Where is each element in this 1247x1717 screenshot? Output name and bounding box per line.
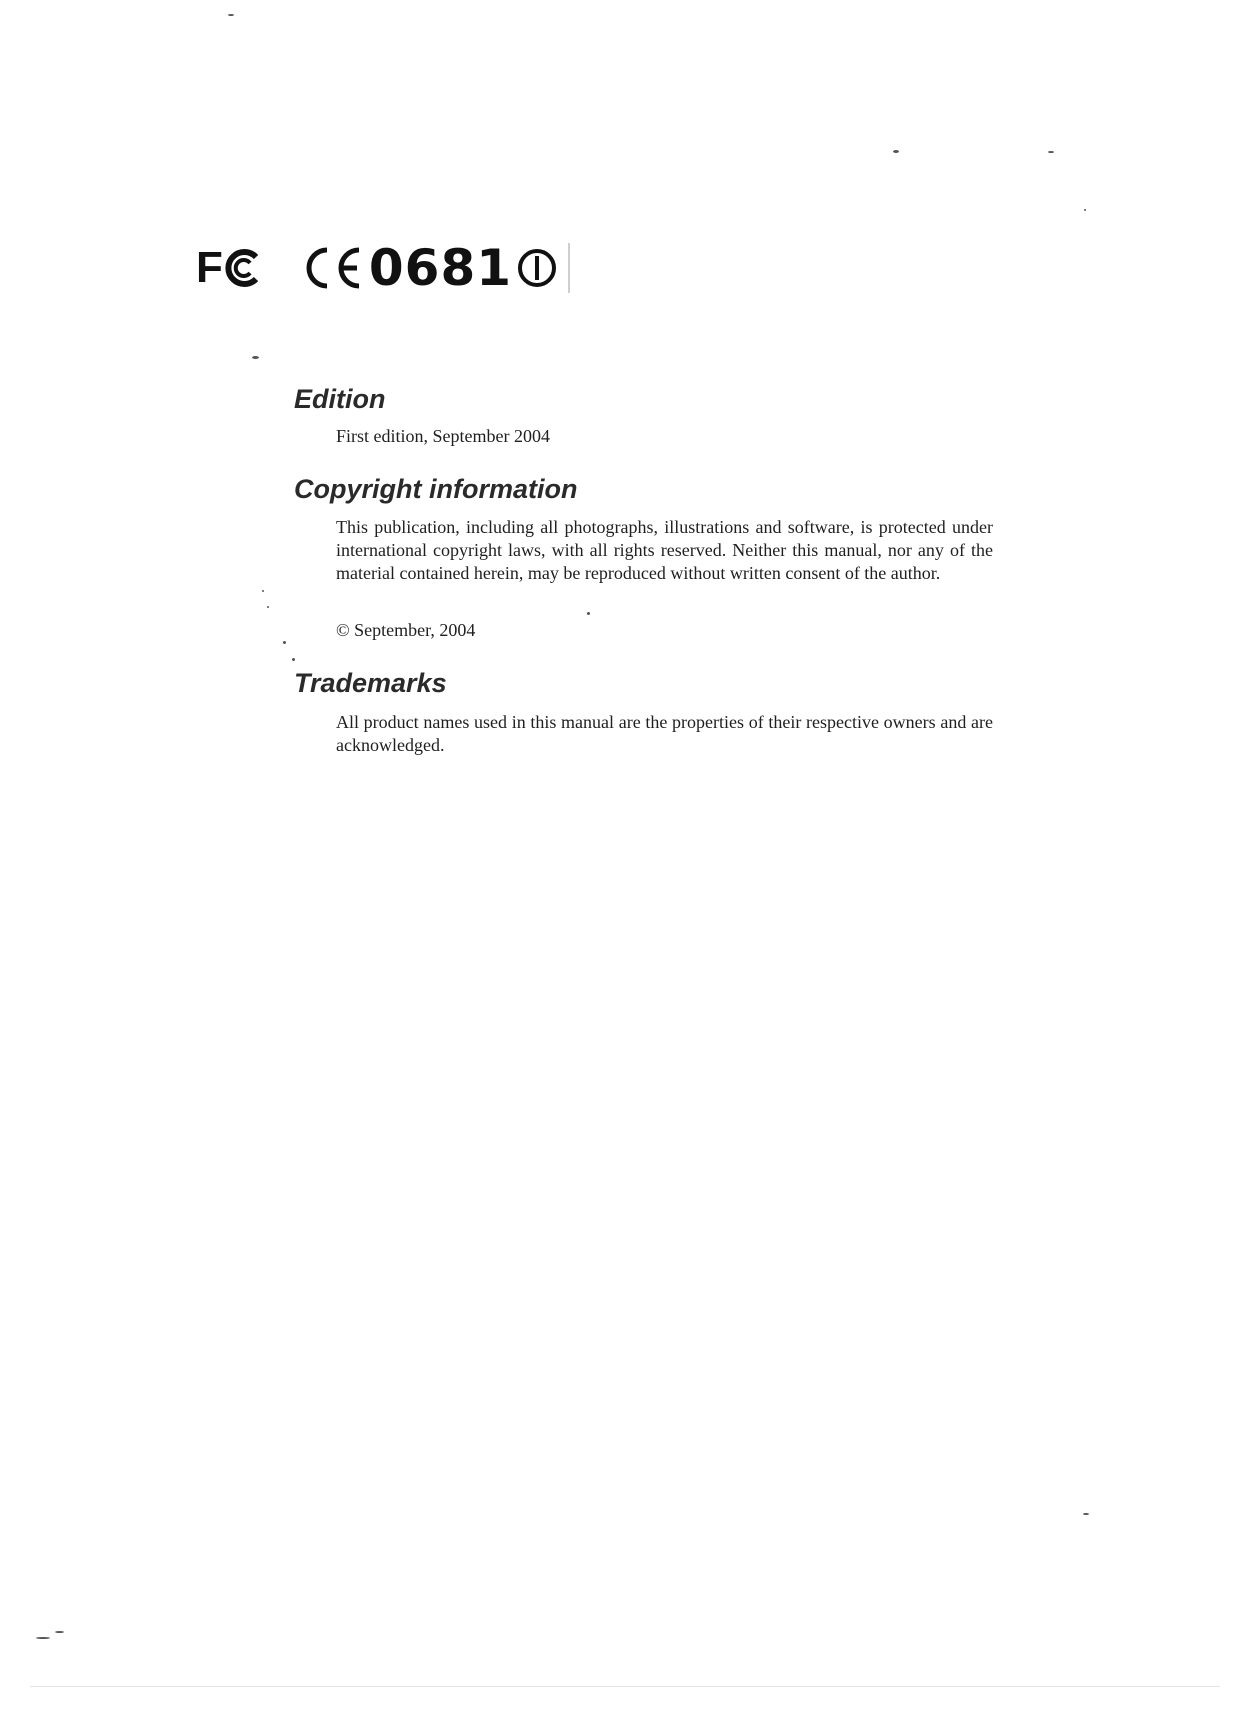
scan-speck: [1083, 1513, 1089, 1515]
scan-speck: [1048, 151, 1054, 153]
ce-mark-icon: [299, 245, 365, 291]
scan-speck: [283, 641, 286, 644]
scan-speck: [55, 1631, 64, 1633]
scan-speck: [292, 658, 295, 661]
scan-speck: [228, 14, 234, 16]
edition-heading: Edition: [294, 384, 386, 414]
ce-mark: [299, 240, 570, 296]
scan-speck: [36, 1637, 50, 1639]
fcc-logo: [196, 245, 261, 291]
mark-separator: [568, 243, 570, 293]
copyright-date: © September, 2004: [336, 620, 476, 640]
trademarks-heading: Trademarks: [294, 668, 447, 698]
scan-speck: [267, 606, 269, 608]
edition-text: First edition, September 2004: [336, 426, 550, 446]
fcc-letter-f: F: [196, 243, 221, 292]
scan-speck: [1084, 209, 1086, 211]
page-bottom-edge: [30, 1686, 1220, 1687]
scan-speck: [252, 356, 259, 359]
trademarks-text: All product names used in this manual are the properties of their respective owners and are acknowledged.: [336, 712, 993, 755]
fcc-logo-icon: [221, 248, 261, 288]
notified-body-number: 0681: [368, 239, 513, 297]
alert-circle-icon: [516, 247, 558, 289]
copyright-heading: Copyright information: [294, 474, 578, 504]
copyright-text: This publication, including all photographs, illustrations and software, is protected under international copyright laws, with all rights reserved. Neither this manual, nor any of the material contained herein, may be reproduced without written consent of the author.: [336, 517, 993, 583]
scan-speck: [893, 150, 899, 153]
scan-speck: [587, 612, 590, 615]
certification-marks: [196, 240, 570, 296]
scan-speck: [262, 590, 264, 592]
